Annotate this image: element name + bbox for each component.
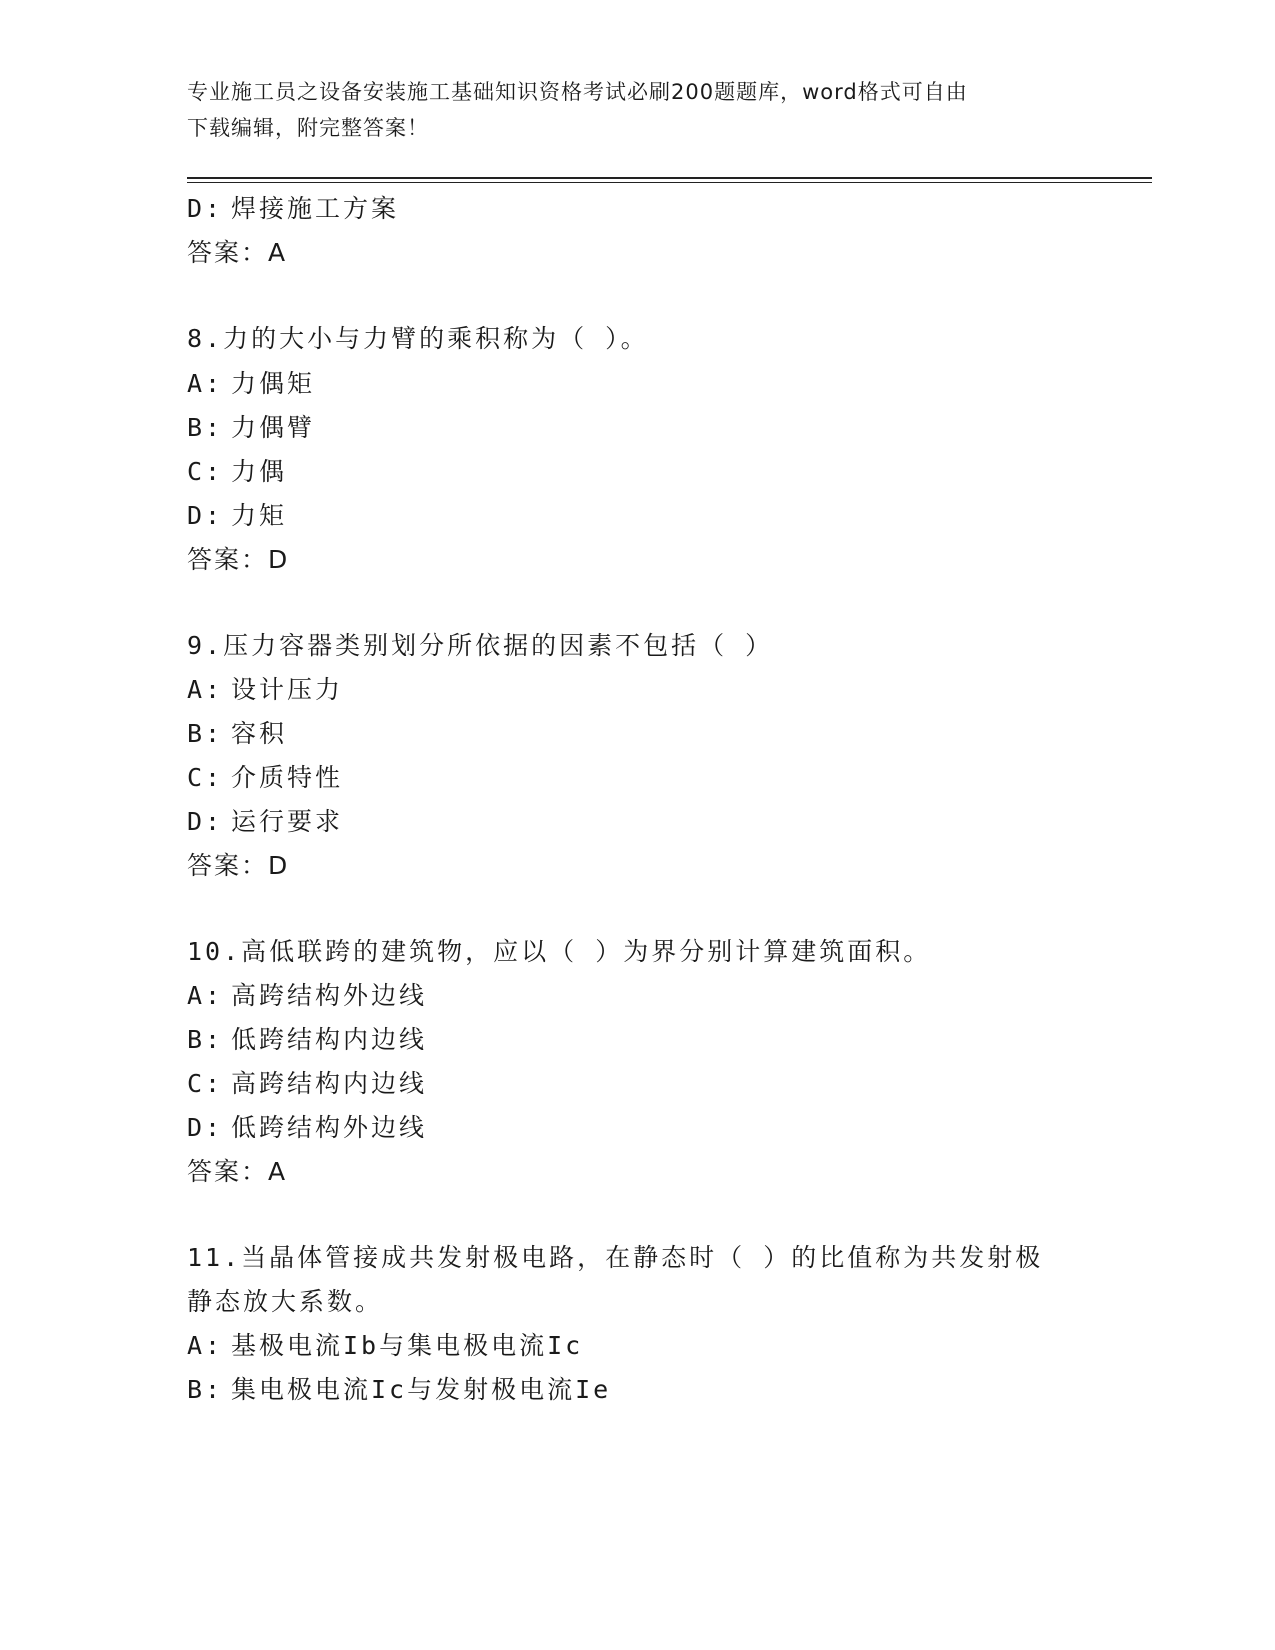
option-text: 设计压力 xyxy=(231,675,344,704)
question-10-option-a xyxy=(187,981,427,1011)
option-letter: A: xyxy=(187,369,224,398)
prev-option-d xyxy=(187,194,399,224)
option-text: 集电极电流Ic与发射极电流Ie xyxy=(231,1375,612,1404)
option-text: 力偶矩 xyxy=(231,369,316,398)
option-text: 高跨结构外边线 xyxy=(231,981,428,1010)
option-letter: B: xyxy=(187,1025,224,1054)
option-text: 力偶 xyxy=(231,457,288,486)
option-letter: D: xyxy=(187,194,224,223)
question-11-option-b xyxy=(187,1375,611,1405)
question-9-answer: 答案：D xyxy=(187,851,290,880)
header-rule-thin xyxy=(187,182,1152,183)
option-text: 低跨结构外边线 xyxy=(231,1113,428,1142)
question-8-stem: 8.力的大小与力臂的乘积称为（ ）。 xyxy=(187,324,649,353)
question-10-option-d xyxy=(187,1113,427,1143)
question-10-answer: 答案：A xyxy=(187,1157,288,1186)
option-letter: B: xyxy=(187,413,224,442)
question-11-stem-line-2: 静态放大系数。 xyxy=(187,1287,384,1316)
question-8-option-a xyxy=(187,369,315,399)
question-8-option-c xyxy=(187,457,287,487)
option-text: 焊接施工方案 xyxy=(231,194,400,223)
option-letter: D: xyxy=(187,501,224,530)
question-9-option-b xyxy=(187,719,287,749)
header-line-2: 下载编辑，附完整答案！ xyxy=(187,116,429,140)
option-letter: C: xyxy=(187,457,224,486)
option-letter: C: xyxy=(187,1069,224,1098)
question-9-stem: 9.压力容器类别划分所依据的因素不包括（ ） xyxy=(187,631,774,660)
question-11-stem-line-1: 11.当晶体管接成共发射极电路，在静态时（ ）的比值称为共发射极 xyxy=(187,1243,1044,1272)
option-letter: D: xyxy=(187,1113,224,1142)
question-9-option-d xyxy=(187,807,343,837)
option-letter: C: xyxy=(187,763,224,792)
option-letter: B: xyxy=(187,719,224,748)
question-9-option-c xyxy=(187,763,343,793)
option-text: 力偶臂 xyxy=(231,413,316,442)
option-letter: B: xyxy=(187,1375,224,1404)
option-text: 高跨结构内边线 xyxy=(231,1069,428,1098)
option-letter: A: xyxy=(187,1331,224,1360)
question-8-option-d xyxy=(187,501,287,531)
option-text: 基极电流Ib与集电极电流Ic xyxy=(231,1331,584,1360)
option-text: 容积 xyxy=(231,719,288,748)
question-9-option-a xyxy=(187,675,343,705)
option-letter: D: xyxy=(187,807,224,836)
option-letter: A: xyxy=(187,981,224,1010)
question-8-answer: 答案：D xyxy=(187,545,290,574)
question-11-option-a xyxy=(187,1331,583,1361)
question-10-option-b xyxy=(187,1025,427,1055)
option-text: 力矩 xyxy=(231,501,288,530)
document-header xyxy=(187,74,1087,146)
option-text: 运行要求 xyxy=(231,807,344,836)
header-line-1: 专业施工员之设备安装施工基础知识资格考试必刷200题题库，word格式可自由 xyxy=(187,80,968,104)
question-10-option-c xyxy=(187,1069,427,1099)
option-text: 介质特性 xyxy=(231,763,344,792)
option-letter: A: xyxy=(187,675,224,704)
question-8-option-b xyxy=(187,413,315,443)
header-rule-thick xyxy=(187,177,1152,179)
question-10-stem: 10.高低联跨的建筑物，应以（ ）为界分别计算建筑面积。 xyxy=(187,937,932,966)
option-text: 低跨结构内边线 xyxy=(231,1025,428,1054)
prev-answer: 答案：A xyxy=(187,238,288,267)
